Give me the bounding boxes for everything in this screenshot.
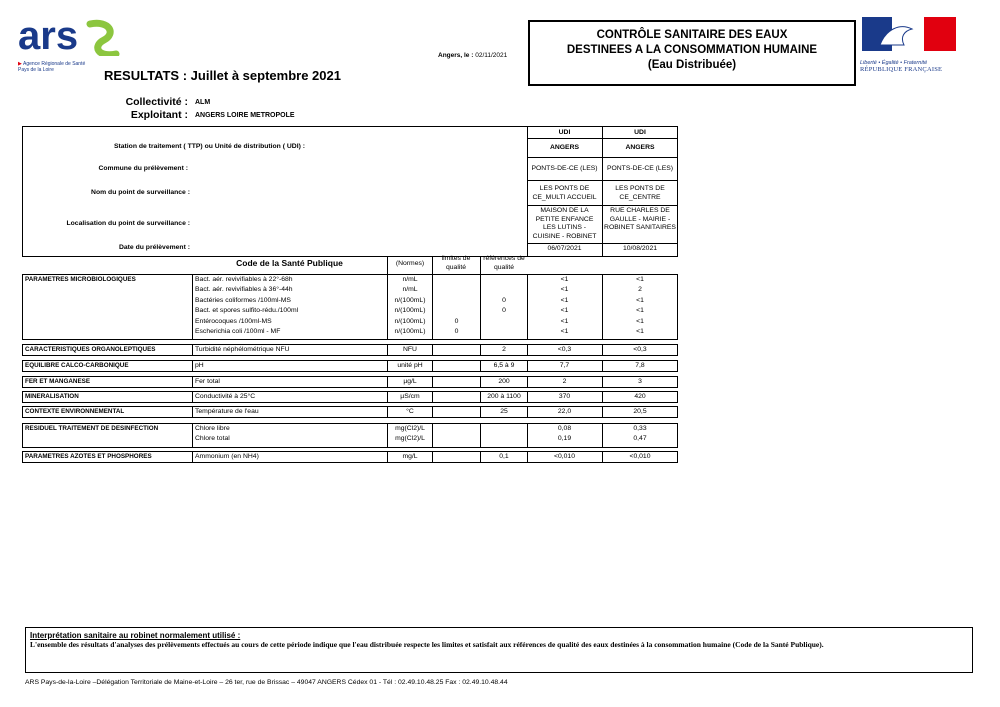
cell-v2: <1 (636, 276, 644, 283)
footer-address: ARS Pays-de-la-Loire –Délégation Territoriale de Maine-et-Loire – 26 ter, rue de Brissac – 49047 ANGERS Cédex 01 - Tél : 02.49.10.48.25 Fax : 02.49.10.48.44 (25, 679, 508, 686)
cell-unit: µg/L (403, 378, 417, 385)
ars-logo-mark (18, 16, 128, 56)
normes-header: (Normes) (395, 260, 425, 267)
point-label: Nom du point de surveillance : (91, 189, 190, 196)
interpretation-box (25, 627, 973, 673)
cell-param: Bactéries coliformes /100ml-MS (195, 296, 291, 304)
report-date (438, 52, 507, 59)
cell-v2: 7,8 (635, 362, 645, 369)
col2-type: UDI (634, 129, 646, 136)
cell-param: Bact. et spores sulfito-rédu./100ml (195, 307, 299, 315)
group-name: PARAMETRES MICROBIOLOGIQUES (25, 276, 136, 283)
date-prelevement-label: Date du prélèvement : (118, 244, 190, 251)
collectivite-value: ALM (195, 99, 211, 106)
collectivite-label: Collectivité : (125, 96, 188, 108)
col1-date: 06/07/2021 (547, 245, 582, 252)
group-name: CARACTERISTIQUES ORGANOLEPTIQUES (25, 346, 156, 353)
cell-v1: <1 (560, 296, 569, 304)
marianne-flag-icon (860, 15, 958, 55)
cell-v2: <1 (636, 307, 644, 315)
col2-date: 10/08/2021 (622, 245, 658, 252)
cell-param: Chlore total (195, 435, 230, 443)
col1-type: UDI (558, 129, 571, 136)
cell-v1: <0,3 (557, 346, 572, 353)
cell-v2: 3 (638, 378, 642, 385)
cell-unit: n/(100mL) (394, 307, 426, 315)
report-date-value: 02/11/2021 (475, 52, 508, 59)
report-date-label: Angers, le : (438, 52, 474, 59)
col1-point: LES PONTS DE CE_MULTI ACCUEIL (532, 185, 597, 201)
cell-param: pH (195, 362, 204, 369)
group-name: FER ET MANGANESE (25, 378, 91, 385)
cell-v2: 420 (634, 393, 646, 400)
republique-francaise-logo (860, 15, 958, 75)
cell-param: Turbidité néphélométrique NFU (195, 346, 290, 353)
cell-ref: 2 (502, 346, 506, 353)
cell-v2: <0,3 (633, 346, 647, 353)
station-label: Station de traitement ( TTP) ou Unité de distribution ( UDI) : (113, 143, 305, 150)
cell-v2: 20,5 (633, 408, 647, 415)
cell-v1: 0,08 (557, 425, 572, 432)
commune-label: Commune du prélèvement : (98, 165, 188, 172)
cell-unit: NFU (403, 346, 417, 353)
interpretation-title: Interprétation sanitaire au robinet normalement utilisé : (30, 631, 241, 640)
cell-param: Bact. aér. revivifiables à 22°-68h (195, 276, 293, 283)
col2-point: LES PONTS DE CE_CENTRE (615, 185, 665, 201)
group-name: PARAMETRES AZOTES ET PHOSPHORES (25, 453, 152, 460)
cell-ref: 0 (502, 307, 506, 315)
cell-v2: 0,47 (633, 435, 647, 443)
cell-unit: mg(Cl2)/L (395, 435, 425, 443)
control-title-line1: CONTRÔLE SANITAIRE DES EAUX (596, 29, 788, 41)
cell-param: Entérocoques /100ml-MS (195, 317, 272, 325)
cell-v2: <1 (636, 328, 644, 335)
cell-v2: 2 (638, 286, 642, 294)
ars-logo: ars ▶ Agence Régionale de Santé Pays de la Loire (18, 16, 128, 68)
cell-unit: °C (406, 408, 414, 415)
results-title: RESULTATS : Juillet à septembre 2021 (104, 68, 341, 83)
cell-ref: 6,5 à 9 (493, 362, 515, 369)
control-title-line2: DESTINEES A LA CONSOMMATION HUMAINE (566, 44, 818, 56)
cell-param: Conductivité à 25°C (195, 393, 256, 400)
cell-param: Escherichia coli /100ml - MF (195, 328, 281, 335)
col1-localisation: MAISON DE LA PETITE ENFANCE LES LUTINS - CUISINE - ROBINET (532, 207, 597, 240)
cell-param: Chlore libre (195, 425, 230, 432)
cell-v1: 0,19 (557, 435, 572, 443)
group-name: CONTEXTE ENVIRONNEMENTAL (25, 408, 125, 415)
cell-v1: <1 (560, 328, 569, 335)
col2-unit: ANGERS (625, 144, 655, 151)
cell-ref: 25 (500, 408, 508, 415)
cell-unit: n/(100mL) (394, 317, 426, 325)
cell-v2: <0,010 (629, 453, 651, 460)
cell-unit: unité pH (397, 362, 423, 369)
cell-v2: <1 (636, 317, 644, 325)
cell-ref: 0 (502, 296, 506, 304)
cell-param: Bact. aér. revivifiables à 36°-44h (195, 286, 293, 294)
col2-commune: PONTS-DE-CE (LES) (606, 165, 674, 172)
code-sante-publique-header: Code de la Santé Publique (236, 258, 343, 268)
cell-limit: 0 (454, 328, 459, 335)
limites-header: limites de qualité (441, 255, 471, 271)
control-title-box (528, 20, 856, 86)
cell-v1: 2 (562, 378, 567, 385)
cell-param: Température de l'eau (195, 408, 259, 415)
col1-commune: PONTS-DE-CE (LES) (531, 165, 598, 172)
cell-ref: 0,1 (499, 453, 509, 460)
cell-v1: 370 (558, 393, 571, 400)
ars-logo-line1: Agence Régionale de Santé (22, 61, 86, 67)
cell-unit: n/mL (402, 286, 418, 294)
group-name: MINERALISATION (25, 393, 79, 400)
localisation-label: Localisation du point de surveillance : (66, 220, 190, 227)
cell-v1: <1 (560, 276, 569, 283)
col1-unit: ANGERS (549, 144, 580, 151)
cell-v1: <1 (560, 317, 569, 325)
cell-v2: <1 (636, 296, 644, 304)
cell-param: Fer total (195, 378, 220, 385)
cell-param: Ammonium (en NH4) (195, 453, 259, 460)
exploitant-label: Exploitant : (130, 109, 188, 121)
interpretation-text: L'ensemble des résultats d'analyses des prélèvements effectués au cours de cette période indique que l'eau distribuée respecte les limites et satisfait aux références de qualité des eaux destinées à la consommation humaine (Code de la Santé Publique). (30, 640, 824, 649)
cell-unit: n/(100mL) (394, 328, 426, 335)
cell-v1: 7,7 (559, 362, 570, 369)
cell-v1: 22,0 (557, 408, 572, 415)
ars-logo-text: ars (18, 16, 79, 56)
cell-v1: <0,010 (554, 453, 575, 460)
cell-unit: mg(Cl2)/L (395, 425, 425, 432)
cell-unit: n/mL (402, 276, 418, 283)
cell-unit: mg/L (402, 453, 418, 460)
cell-v1: <1 (560, 307, 569, 315)
cell-ref: 200 à 1100 (487, 393, 521, 400)
references-header: références de qualité (483, 255, 525, 271)
cell-v2: 0,33 (633, 425, 647, 432)
rf-name: RÉPUBLIQUE FRANÇAISE (860, 66, 943, 73)
cell-ref: 200 (498, 378, 510, 385)
cell-unit: µS/cm (400, 393, 420, 400)
cell-limit: 0 (454, 317, 459, 325)
group-name: EQUILIBRE CALCO-CARBONIQUE (25, 362, 129, 369)
rf-motto: Liberté • Égalité • Fraternité (860, 60, 928, 66)
cell-v1: <1 (560, 286, 569, 294)
group-name: RESIDUEL TRAITEMENT DE DESINFECTION (25, 425, 159, 432)
cell-unit: n/(100mL) (394, 296, 426, 304)
col2-localisation: RUE CHARLES DE GAULLE - MAIRIE - ROBINET SANITAIRES (604, 207, 676, 231)
control-title-line3: (Eau Distribuée) (647, 59, 737, 71)
exploitant-value: ANGERS LOIRE METROPOLE (195, 112, 295, 119)
ars-logo-line2: Pays de la Loire (18, 67, 54, 73)
